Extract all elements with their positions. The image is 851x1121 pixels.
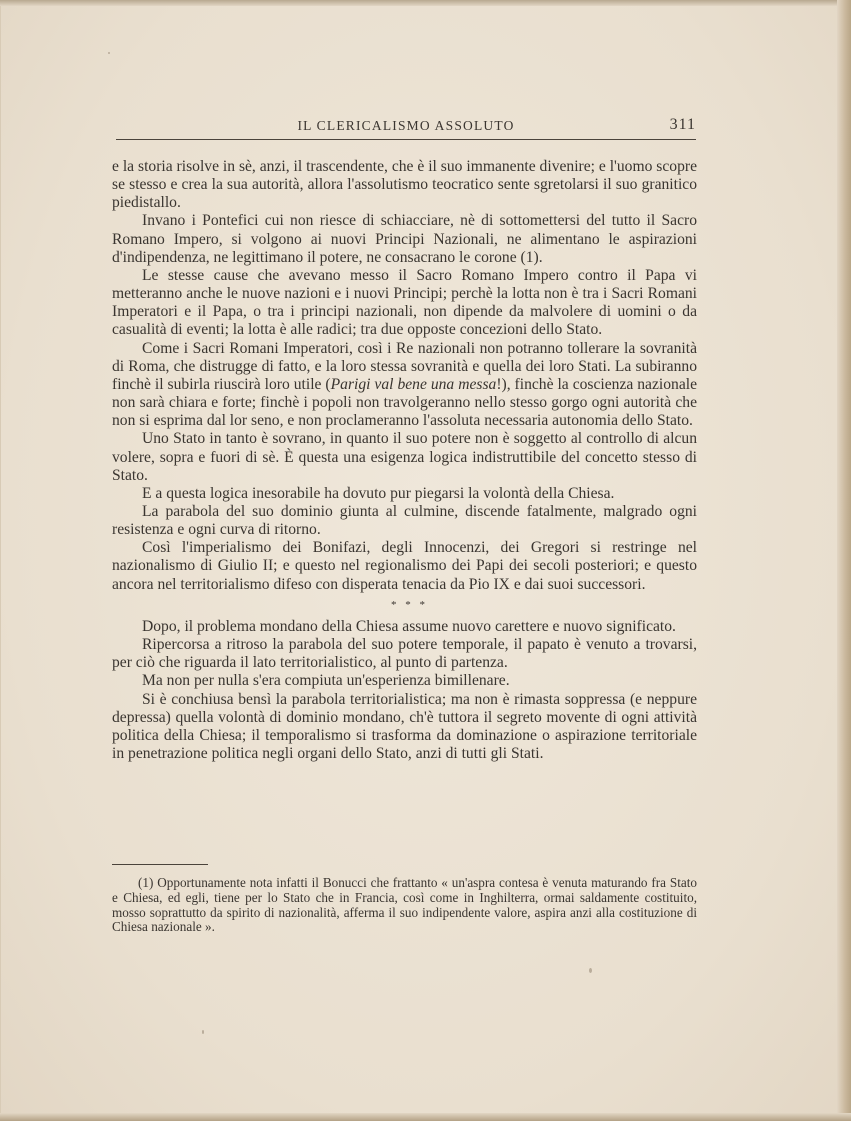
header-rule <box>116 139 696 140</box>
paragraph: Si è conchiusa bensì la parabola territorialistica; ma non è rimasta soppressa (e neppure depressa) quella volontà di dominio mondano, ch'è tuttora il segreto movente di ogni attività politica della Chiesa; il temporalismo si trasforma da dominazione o aspirazione territoriale in penetrazione politica negli organi dello Stato, anzi di tutti gli Stati. <box>112 690 697 762</box>
page-right-edge <box>837 0 851 1121</box>
running-head <box>116 116 696 140</box>
paragraph: Le stesse cause che avevano messo il Sacro Romano Impero contro il Papa vi metteranno anche le nuove nazioni e i nuovi Principi; perchè la lotta non è tra i Sacri Romani Imperatori e il Papa, o tra i principi nazionali, non dipende da malvolere di uomini o da casualità di eventi; la lotta è alle radici; tra due opposte concezioni dello Stato. <box>112 266 697 339</box>
page-number: 311 <box>669 116 696 133</box>
page-top-edge <box>0 0 851 6</box>
paragraph: E a questa logica inesorabile ha dovuto pur piegarsi la volontà della Chiesa. <box>142 484 615 502</box>
footnote-rule <box>112 864 208 865</box>
paragraph: Così l'imperialismo dei Bonifazi, degli Innocenzi, dei Gregori si restringe nel nazionalismo di Giulio II; e questo nel regionalismo dei Papi dei secoli posteriori; e questo ancora nel territorialismo difeso con disperata tenacia da Pio IX e dai suoi successori. <box>112 539 697 593</box>
paragraph: La parabola del suo dominio giunta al culmine, discende fatalmente, malgrado ogni resistenza e ogni curva di ritorno. <box>112 502 697 539</box>
paragraph: e la storia risolve in sè, anzi, il trascendente, che è il suo immanente divenire; e l'uomo scopre se stesso e crea la sua autorità, allora l'assolutismo teocratico sente sgretolarsi il suo granitico piedistallo. <box>112 158 697 212</box>
italic-quote: Parigi val bene una messa <box>330 375 497 393</box>
paragraph-text: !), finchè la coscienza nazionale non sarà chiara e forte; finchè i popoli non travolgeranno nello stesso gorgo ogni autorità che non si esprima dal lor seno, e non proclameranno l'assoluta necessaria autonomia dello Stato. <box>112 375 697 430</box>
paragraph-text: Come i Sacri Romani Imperatori, così i Re nazionali non potranno tollerare la sovranità di Roma, che distrugge di fatto, e la loro stessa sovranità e quella dei loro Stati. La subiranno finchè il subirla riuscirà loro utile ( <box>112 339 697 393</box>
footnote: (1) Opportunamente nota infatti il Bonucci che frattanto « un'aspra contesa è venuta maturando fra Stato e Chiesa, ed egli, tiene per lo Stato che in Francia, così come in Inghilterra, ormai saldamente costituito, mosso soprattutto da spirito di nazionalità, afferma il suo indipendente valore, aspira anzi alla costituzione di Chiesa nazionale ». <box>112 875 697 935</box>
page-bottom-edge <box>0 1113 851 1121</box>
running-head-title: IL CLERICALISMO ASSOLUTO <box>297 118 515 133</box>
paragraph: Ripercorsa a ritroso la parabola del suo potere temporale, il papato è venuto a trovarsi, per ciò che riguarda il lato territorialistico, al punto di partenza. <box>112 636 697 672</box>
paragraph: Ma non per nulla s'era compiuta un'esperienza bimillenare. <box>142 672 510 690</box>
body-text <box>112 158 697 763</box>
paragraph: Dopo, il problema mondano della Chiesa assume nuovo carettere e nuovo significato. <box>142 617 676 635</box>
paper-speck <box>589 968 592 973</box>
paragraph <box>112 340 697 431</box>
paper-speck <box>108 52 110 54</box>
section-separator: * * * <box>391 598 428 611</box>
paragraph: Uno Stato in tanto è sovrano, in quanto il suo potere non è soggetto al controllo di alcun volere, sopra e fuori di sè. È questa una esigenza logica indistruttibile del concetto stesso di Stato. <box>112 430 697 484</box>
paragraph: Invano i Pontefici cui non riesce di schiacciare, nè di sottomettersi del tutto il Sacro Romano Impero, si volgono ai nuovi Principi Nazionali, ne alimentano le aspirazioni d'indipendenza, ne legittimano il potere, ne consacrano le corone (1). <box>112 212 697 266</box>
paper-speck <box>202 1030 204 1034</box>
